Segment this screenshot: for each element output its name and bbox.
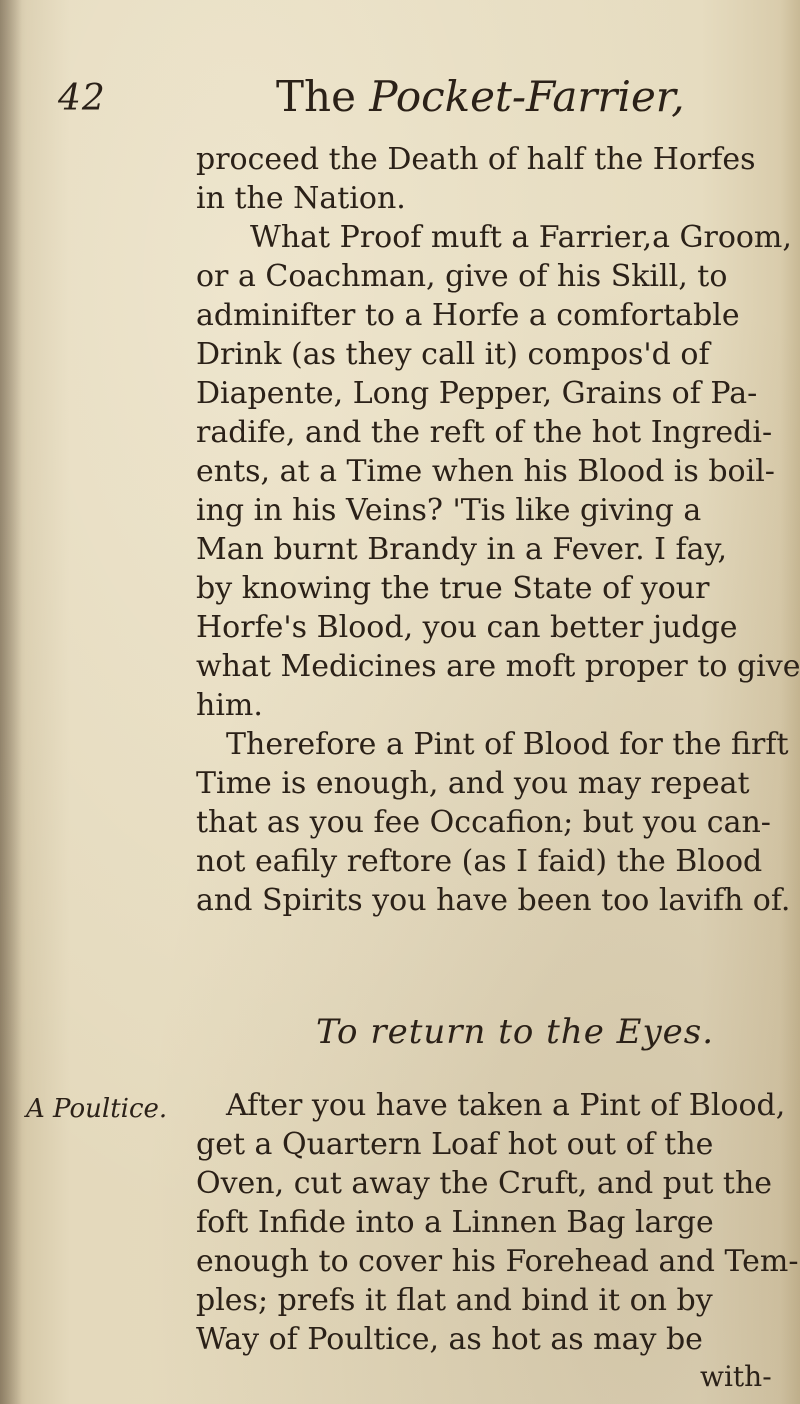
text-line: Oven, cut away the Cruft, and put the [196,1166,773,1201]
text-line: Diapente, Long Pepper, Grains of Pa- [196,376,758,411]
text-line: ents, at a Time when his Blood is boil- [196,454,775,489]
catchword: with- [700,1360,772,1393]
text-line: not eafily reftore (as I faid) the Blood [196,844,763,879]
text-line: ples; prefs it flat and bind it on by [196,1283,713,1318]
text-line: After you have taken a Pint of Blood, [226,1088,786,1123]
text-line: Drink (as they call it) compos'd of [196,337,710,372]
text-line: adminifter to a Horfe a comfortable [196,298,740,333]
gutter-shadow [0,0,22,1404]
text-line: by knowing the true State of your [196,571,710,606]
paragraph-2 [196,1086,799,1359]
text-line: that as you fee Occafion; but you can- [196,805,771,840]
running-title-italic: Pocket-Farrier, [369,72,685,121]
page-header [58,72,758,132]
text-line: what Medicines are moft proper to give [196,649,800,684]
text-line: or a Coachman, give of his Skill, to [196,259,728,294]
section-heading: To return to the Eyes. [316,1012,715,1052]
text-line: Horfe's Blood, you can better judge [196,610,738,645]
text-line: radife, and the reft of the hot Ingredi- [196,415,773,450]
text-line: proceed the Death of half the Horfes [196,142,756,177]
text-line: Man burnt Brandy in a Fever. I fay, [196,532,728,567]
text-line: him. [196,688,263,723]
text-line: in the Nation. [196,181,406,216]
page-number: 42 [58,78,106,119]
text-line: enough to cover his Forehead and Tem- [196,1244,799,1279]
running-title [276,72,685,121]
running-title-prefix: The [276,72,370,121]
paragraph-1 [196,140,800,920]
text-line: and Spirits you have been too lavifh of. [196,883,791,918]
text-line: foft Infide into a Linnen Bag large [196,1205,714,1240]
text-line: Therefore a Pint of Blood for the firft [226,727,789,762]
text-line: Way of Poultice, as hot as may be [196,1322,703,1357]
margin-note: A Poultice. [26,1094,168,1124]
text-line: What Proof muft a Farrier,a Groom, [250,220,792,255]
text-line: Time is enough, and you may repeat [196,766,750,801]
text-line: ing in his Veins? 'Tis like giving a [196,493,702,528]
text-line: get a Quartern Loaf hot out of the [196,1127,714,1162]
